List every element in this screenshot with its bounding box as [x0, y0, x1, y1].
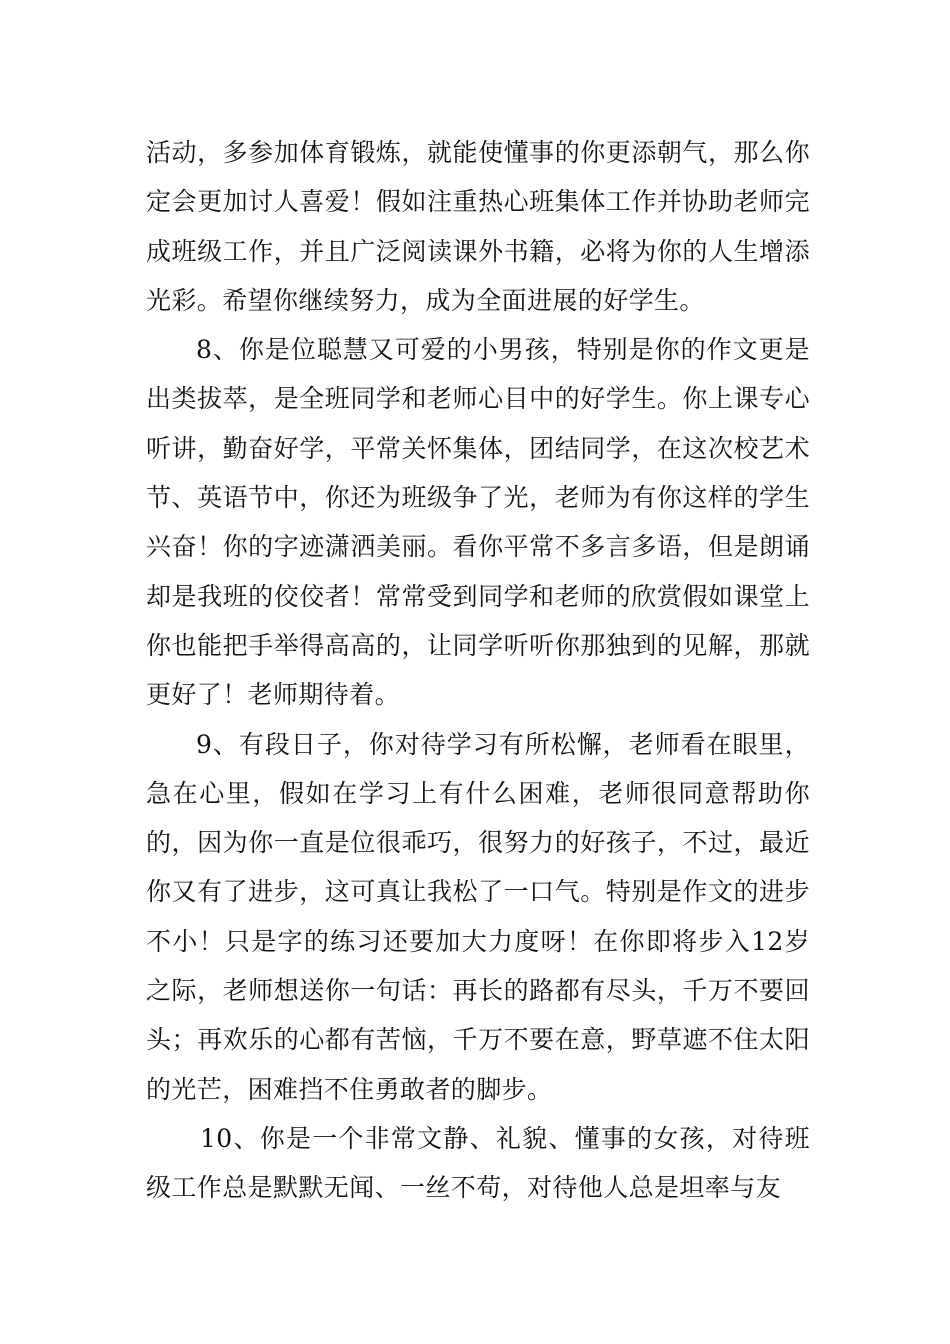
paragraph-comment-8: 8、你是位聪慧又可爱的小男孩，特别是你的作文更是出类拔萃，是全班同学和老师心目中的好学生。你上课专心听讲，勤奋好学，平常关怀集体，团结同学，在这次校艺术节、英语节中，你还为班级争了光，老师为有你这样的学生兴奋！你的字迹潇洒美丽。看你平常不多言多语，但是朗诵却是我班的佼佼者！常常受到同学和老师的欣赏假如课堂上你也能把手举得高高的，让同学听听你那独到的见解，那就更好了！老师期待着。: [146, 335, 810, 710]
paragraph-comment-9: 9、有段日子，你对待学习有所松懈，老师看在眼里，急在心里，假如在学习上有什么困难，老师很同意帮助你的，因为你一直是位很乖巧，很努力的好孩子，不过，最近你又有了进步，这可真让我松了一口气。特别是作文的进步不小！只是字的练习还要加大力度呀！在你即将步入12岁之际，老师想送你一句话：再长的路都有尽头，千万不要回头；再欢乐的心都有苦恼，千万不要在意，野草遮不住太阳的光芒，困难挡不住勇敢者的脚步。: [146, 729, 810, 1104]
paragraph-comment-10: 10、你是一个非常文静、礼貌、懂事的女孩，对待班级工作总是默默无闻、一丝不苟，对待他人总是坦率与友: [146, 1123, 810, 1203]
document-body: [146, 128, 810, 1213]
paragraph-continuation: 活动，多参加体育锻炼，就能使懂事的你更添朝气，那么你定会更加讨人喜爱！假如注重热心班集体工作并协助老师完成班级工作，并且广泛阅读课外书籍，必将为你的人生增添光彩。希望你继续努力，成为全面进展的好学生。: [146, 138, 810, 315]
